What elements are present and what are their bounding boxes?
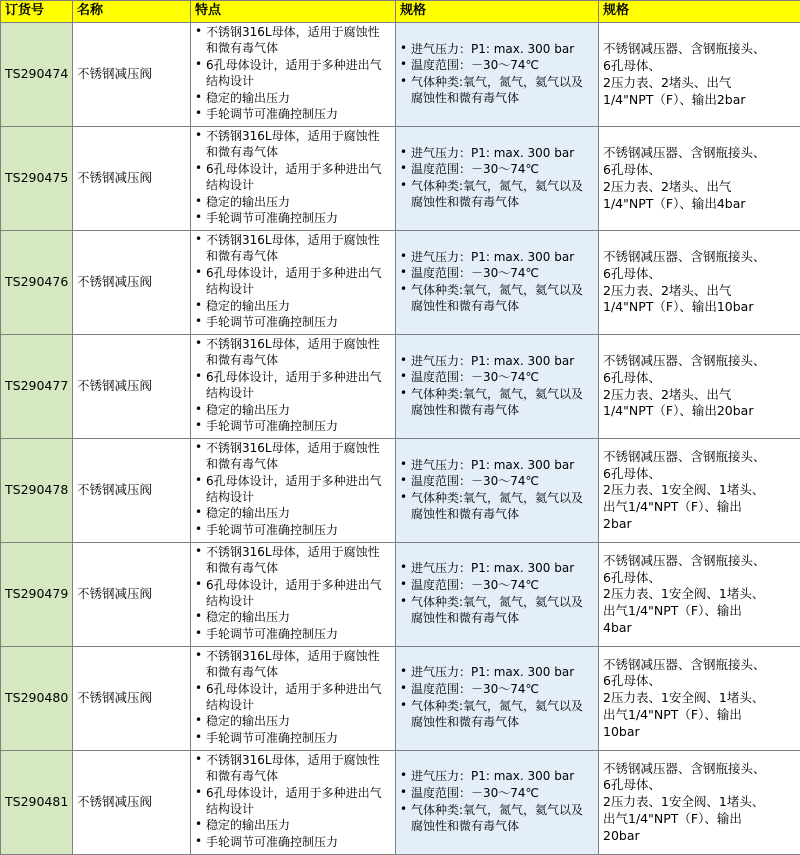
config-line: 2bar xyxy=(603,516,796,533)
cell-spec-primary xyxy=(396,543,599,647)
feature-item: • 不锈钢316L母体，适用于腐蚀性和微有毒气体 xyxy=(195,129,391,161)
cell-order-code: TS290481 xyxy=(1,751,73,855)
table-row xyxy=(1,23,800,127)
cell-spec-configuration xyxy=(599,335,800,439)
cell-order-code: TS290476 xyxy=(1,231,73,335)
cell-spec-primary xyxy=(396,231,599,335)
feature-item: • 不锈钢316L母体，适用于腐蚀性和微有毒气体 xyxy=(195,545,391,577)
feature-item: • 6孔母体设计，适用于多种进出气结构设计 xyxy=(195,370,391,402)
cell-product-name: 不锈钢减压阀 xyxy=(73,23,191,127)
feature-item: • 手轮调节可准确控制压力 xyxy=(195,107,391,123)
config-line: 6孔母体、 xyxy=(603,370,796,387)
feature-item: • 6孔母体设计，适用于多种进出气结构设计 xyxy=(195,682,391,714)
config-line: 6孔母体、 xyxy=(603,266,796,283)
feature-item: • 手轮调节可准确控制压力 xyxy=(195,419,391,435)
cell-product-name: 不锈钢减压阀 xyxy=(73,231,191,335)
column-header-features: 特点 xyxy=(191,1,396,23)
cell-features xyxy=(191,543,396,647)
config-line: 不锈钢减压器、含钢瓶接头、 xyxy=(603,145,796,162)
cell-spec-configuration xyxy=(599,231,800,335)
config-line: 1/4"NPT（F）、输出4bar xyxy=(603,196,796,213)
feature-item: • 手轮调节可准确控制压力 xyxy=(195,211,391,227)
table-row xyxy=(1,127,800,231)
cell-order-code: TS290478 xyxy=(1,439,73,543)
config-line: 6孔母体、 xyxy=(603,162,796,179)
config-line: 6孔母体、 xyxy=(603,777,796,794)
spec-item: • 气体种类:氧气，氮气，氦气以及腐蚀性和微有毒气体 xyxy=(400,595,594,627)
config-line: 出气1/4"NPT（F）、输出 xyxy=(603,603,796,620)
spec-item: • 温度范围：－30～74℃ xyxy=(400,162,594,178)
spec-item: • 进气压力：P1: max. 300 bar xyxy=(400,561,594,577)
config-line: 2压力表、1安全阀、1堵头、 xyxy=(603,482,796,499)
cell-order-code: TS290477 xyxy=(1,335,73,439)
cell-features xyxy=(191,751,396,855)
config-line: 2压力表、1安全阀、1堵头、 xyxy=(603,794,796,811)
config-line: 不锈钢减压器、含钢瓶接头、 xyxy=(603,761,796,778)
config-line: 不锈钢减压器、含钢瓶接头、 xyxy=(603,449,796,466)
feature-item: • 稳定的输出压力 xyxy=(195,610,391,626)
cell-spec-primary xyxy=(396,751,599,855)
feature-item: • 不锈钢316L母体，适用于腐蚀性和微有毒气体 xyxy=(195,441,391,473)
config-line: 6孔母体、 xyxy=(603,58,796,75)
feature-item: • 稳定的输出压力 xyxy=(195,714,391,730)
table-row xyxy=(1,335,800,439)
config-line: 出气1/4"NPT（F）、输出 xyxy=(603,499,796,516)
config-line: 1/4"NPT（F）、输出10bar xyxy=(603,299,796,316)
config-line: 2压力表、2堵头、出气 xyxy=(603,75,796,92)
cell-spec-primary xyxy=(396,647,599,751)
table-row xyxy=(1,751,800,855)
column-header-code: 订货号 xyxy=(1,1,73,23)
cell-product-name: 不锈钢减压阀 xyxy=(73,543,191,647)
cell-spec-configuration xyxy=(599,439,800,543)
config-line: 6孔母体、 xyxy=(603,673,796,690)
feature-item: • 不锈钢316L母体，适用于腐蚀性和微有毒气体 xyxy=(195,649,391,681)
config-line: 6孔母体、 xyxy=(603,466,796,483)
feature-item: • 稳定的输出压力 xyxy=(195,403,391,419)
spec-item: • 温度范围：－30～74℃ xyxy=(400,370,594,386)
feature-item: • 稳定的输出压力 xyxy=(195,818,391,834)
cell-order-code: TS290479 xyxy=(1,543,73,647)
cell-spec-primary xyxy=(396,127,599,231)
feature-item: • 不锈钢316L母体，适用于腐蚀性和微有毒气体 xyxy=(195,25,391,57)
config-line: 6孔母体、 xyxy=(603,570,796,587)
table-header-row xyxy=(1,1,800,23)
spec-item: • 温度范围：－30～74℃ xyxy=(400,266,594,282)
feature-item: • 稳定的输出压力 xyxy=(195,195,391,211)
config-line: 2压力表、2堵头、出气 xyxy=(603,179,796,196)
feature-item: • 6孔母体设计，适用于多种进出气结构设计 xyxy=(195,786,391,818)
spec-item: • 温度范围：－30～74℃ xyxy=(400,578,594,594)
feature-item: • 手轮调节可准确控制压力 xyxy=(195,731,391,747)
config-line: 1/4"NPT（F）、输出2bar xyxy=(603,92,796,109)
cell-features xyxy=(191,23,396,127)
feature-item: • 稳定的输出压力 xyxy=(195,506,391,522)
cell-order-code: TS290480 xyxy=(1,647,73,751)
cell-spec-configuration xyxy=(599,23,800,127)
table-row xyxy=(1,231,800,335)
column-header-spec-1: 规格 xyxy=(396,1,599,23)
cell-spec-configuration xyxy=(599,647,800,751)
config-line: 出气1/4"NPT（F）、输出 xyxy=(603,707,796,724)
spec-item: • 气体种类:氧气，氮气，氦气以及腐蚀性和微有毒气体 xyxy=(400,491,594,523)
cell-product-name: 不锈钢减压阀 xyxy=(73,127,191,231)
spec-item: • 气体种类:氧气，氮气，氦气以及腐蚀性和微有毒气体 xyxy=(400,803,594,835)
cell-product-name: 不锈钢减压阀 xyxy=(73,751,191,855)
table-body xyxy=(1,23,800,855)
spec-item: • 气体种类:氧气，氮气，氦气以及腐蚀性和微有毒气体 xyxy=(400,283,594,315)
config-line: 20bar xyxy=(603,828,796,845)
spec-item: • 温度范围：－30～74℃ xyxy=(400,58,594,74)
feature-item: • 手轮调节可准确控制压力 xyxy=(195,523,391,539)
config-line: 2压力表、2堵头、出气 xyxy=(603,283,796,300)
feature-item: • 不锈钢316L母体，适用于腐蚀性和微有毒气体 xyxy=(195,233,391,265)
table-row xyxy=(1,439,800,543)
table-row xyxy=(1,543,800,647)
feature-item: • 6孔母体设计，适用于多种进出气结构设计 xyxy=(195,162,391,194)
feature-item: • 手轮调节可准确控制压力 xyxy=(195,627,391,643)
cell-spec-configuration xyxy=(599,751,800,855)
spec-item: • 气体种类:氧气，氮气，氦气以及腐蚀性和微有毒气体 xyxy=(400,387,594,419)
cell-features xyxy=(191,231,396,335)
cell-features xyxy=(191,647,396,751)
spec-item: • 温度范围：－30～74℃ xyxy=(400,682,594,698)
spec-item: • 温度范围：－30～74℃ xyxy=(400,786,594,802)
cell-features xyxy=(191,335,396,439)
cell-product-name: 不锈钢减压阀 xyxy=(73,439,191,543)
config-line: 不锈钢减压器、含钢瓶接头、 xyxy=(603,657,796,674)
spec-item: • 进气压力：P1: max. 300 bar xyxy=(400,250,594,266)
cell-spec-primary xyxy=(396,335,599,439)
config-line: 不锈钢减压器、含钢瓶接头、 xyxy=(603,553,796,570)
feature-item: • 不锈钢316L母体，适用于腐蚀性和微有毒气体 xyxy=(195,753,391,785)
cell-order-code: TS290474 xyxy=(1,23,73,127)
config-line: 10bar xyxy=(603,724,796,741)
feature-item: • 6孔母体设计，适用于多种进出气结构设计 xyxy=(195,474,391,506)
cell-product-name: 不锈钢减压阀 xyxy=(73,647,191,751)
feature-item: • 6孔母体设计，适用于多种进出气结构设计 xyxy=(195,266,391,298)
config-line: 不锈钢减压器、含钢瓶接头、 xyxy=(603,41,796,58)
spec-item: • 气体种类:氧气，氮气，氦气以及腐蚀性和微有毒气体 xyxy=(400,699,594,731)
spec-item: • 进气压力：P1: max. 300 bar xyxy=(400,354,594,370)
cell-spec-configuration xyxy=(599,127,800,231)
feature-item: • 手轮调节可准确控制压力 xyxy=(195,315,391,331)
spec-item: • 进气压力：P1: max. 300 bar xyxy=(400,769,594,785)
cell-product-name: 不锈钢减压阀 xyxy=(73,335,191,439)
spec-item: • 气体种类:氧气，氮气，氦气以及腐蚀性和微有毒气体 xyxy=(400,179,594,211)
feature-item: • 6孔母体设计，适用于多种进出气结构设计 xyxy=(195,58,391,90)
column-header-name: 名称 xyxy=(73,1,191,23)
config-line: 4bar xyxy=(603,620,796,637)
config-line: 不锈钢减压器、含钢瓶接头、 xyxy=(603,249,796,266)
config-line: 2压力表、2堵头、出气 xyxy=(603,387,796,404)
cell-spec-primary xyxy=(396,439,599,543)
spec-item: • 进气压力：P1: max. 300 bar xyxy=(400,665,594,681)
cell-spec-primary xyxy=(396,23,599,127)
spec-item: • 进气压力：P1: max. 300 bar xyxy=(400,458,594,474)
spec-item: • 气体种类:氧气，氮气，氦气以及腐蚀性和微有毒气体 xyxy=(400,75,594,107)
spec-item: • 进气压力：P1: max. 300 bar xyxy=(400,146,594,162)
column-header-spec-2: 规格 xyxy=(599,1,800,23)
table-row xyxy=(1,647,800,751)
config-line: 1/4"NPT（F）、输出20bar xyxy=(603,403,796,420)
feature-item: • 手轮调节可准确控制压力 xyxy=(195,835,391,851)
spec-item: • 温度范围：－30～74℃ xyxy=(400,474,594,490)
feature-item: • 稳定的输出压力 xyxy=(195,299,391,315)
config-line: 2压力表、1安全阀、1堵头、 xyxy=(603,690,796,707)
feature-item: • 稳定的输出压力 xyxy=(195,91,391,107)
config-line: 2压力表、1安全阀、1堵头、 xyxy=(603,586,796,603)
config-line: 不锈钢减压器、含钢瓶接头、 xyxy=(603,353,796,370)
cell-order-code: TS290475 xyxy=(1,127,73,231)
cell-features xyxy=(191,127,396,231)
feature-item: • 6孔母体设计，适用于多种进出气结构设计 xyxy=(195,578,391,610)
feature-item: • 不锈钢316L母体，适用于腐蚀性和微有毒气体 xyxy=(195,337,391,369)
cell-features xyxy=(191,439,396,543)
config-line: 出气1/4"NPT（F）、输出 xyxy=(603,811,796,828)
cell-spec-configuration xyxy=(599,543,800,647)
spec-item: • 进气压力：P1: max. 300 bar xyxy=(400,42,594,58)
